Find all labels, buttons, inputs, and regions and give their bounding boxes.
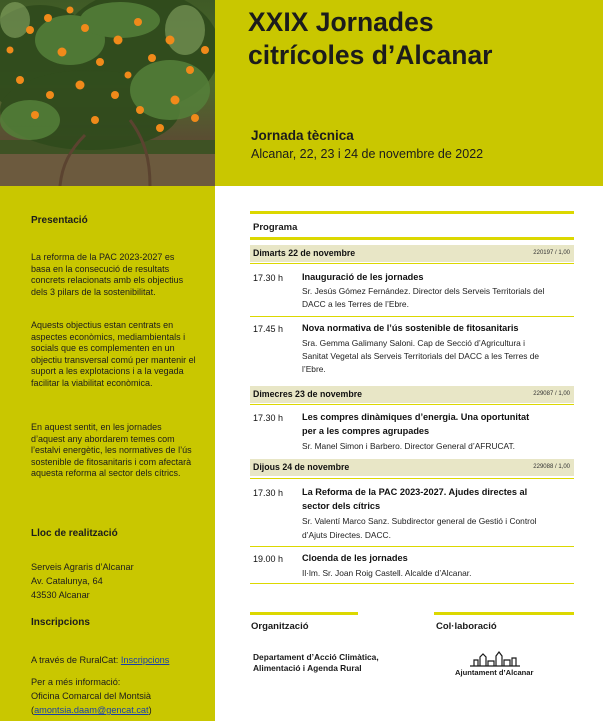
presentacio-heading: Presentació bbox=[31, 215, 88, 226]
header-banner bbox=[215, 0, 603, 186]
title-line-2: citrícoles d’Alcanar bbox=[248, 40, 493, 70]
organitzacio-name bbox=[253, 652, 379, 674]
inscripcions-heading: Inscripcions bbox=[31, 617, 90, 628]
title-line-1: XXIX Jornades bbox=[248, 7, 434, 37]
event-desc: Sr. Manel Simon i Barbero. Director General d’AFRUCAT. bbox=[302, 441, 516, 451]
info-email-line: (amontsia.daam@gencat.cat) bbox=[31, 705, 152, 715]
activity-code: 229087 / 1,00 bbox=[533, 391, 570, 397]
divider bbox=[250, 316, 574, 317]
event-title: Nova normativa de l’ús sostenible de fitosanitaris bbox=[302, 323, 519, 333]
program-top-rule bbox=[250, 211, 574, 214]
program-heading-rule bbox=[250, 237, 574, 240]
ajuntament-name: Ajuntament d’Alcanar bbox=[455, 668, 534, 677]
day-label: Dimarts 22 de novembre bbox=[253, 248, 356, 258]
organitzacio-rule bbox=[250, 612, 358, 615]
inscripcions-prefix: A través de RuralCat: bbox=[31, 655, 121, 665]
divider bbox=[250, 583, 574, 584]
event-time: 17.30 h bbox=[253, 488, 284, 498]
info-line-2: Oficina Comarcal del Montsià bbox=[31, 691, 151, 701]
activity-code: 220197 / 1,00 bbox=[533, 250, 570, 256]
presentacio-paragraph-1: La reforma de la PAC 2023-2027 es basa en la consecució de resultats concrets relacionats amb els objectius dels 3 pilars de la sostenibilitat. bbox=[31, 252, 184, 297]
lloc-heading: Lloc de realització bbox=[31, 528, 118, 539]
presentacio-paragraph-2: Aquests objectius estan centrats en aspectes econòmics, mediambientals i socials que es complementen en un objectiu transversal comú per mantenir el suport a les explotacions i a la vegada facilitar la viabilitat econòmica. bbox=[31, 320, 196, 388]
divider bbox=[250, 404, 574, 405]
event-desc: Il·lm. Sr. Joan Roig Castell. Alcalde d’Alcanar. bbox=[302, 568, 472, 578]
event-desc: Sr. Jesús Gómez Fernández. Director dels Serveis Territorials del bbox=[302, 286, 545, 296]
event-title: Inauguració de les jornades bbox=[302, 272, 424, 282]
info-email-link[interactable]: amontsia.daam@gencat.cat bbox=[34, 705, 149, 715]
event-desc: l’Ebre. bbox=[302, 364, 326, 374]
subtitle: Jornada tècnica bbox=[251, 128, 354, 143]
event-desc: Sr. Valentí Marco Sanz. Subdirector general de Gestió i Control bbox=[302, 516, 537, 526]
event-title: sector dels cítrics bbox=[302, 501, 381, 511]
collaboracio-rule bbox=[434, 612, 574, 615]
day-band bbox=[250, 459, 574, 476]
day-band bbox=[250, 386, 574, 403]
presentacio-paragraph-3: En aquest sentit, en les jornades d’aquest any abordarem temes com l’estalvi energètic, les normatives de l’ús sostenible de fitosanitaris i com afectarà aquesta reforma al sector dels cítrics. bbox=[31, 422, 192, 479]
lloc-line-3: 43530 Alcanar bbox=[31, 590, 90, 600]
lloc-line-1: Serveis Agraris d’Alcanar bbox=[31, 562, 134, 572]
program-heading: Programa bbox=[253, 222, 298, 233]
event-time: 17.30 h bbox=[253, 273, 284, 283]
collaboracio-heading: Col·laboració bbox=[436, 621, 497, 632]
event-title: Cloenda de les jornades bbox=[302, 553, 408, 563]
event-title: Les compres dinàmiques d’energia. Una oportunitat bbox=[302, 412, 530, 422]
info-line-1: Per a més informació: bbox=[31, 677, 121, 687]
inscripcions-line bbox=[31, 655, 169, 665]
ajuntament-logo bbox=[468, 650, 522, 668]
divider bbox=[250, 478, 574, 479]
event-desc: Sanitat Vegetal als Serveis Territorials del DACC a les Terres de bbox=[302, 351, 540, 361]
day-label: Dijous 24 de novembre bbox=[253, 462, 350, 472]
org-line-1: Departament d’Acció Climàtica, bbox=[253, 652, 379, 662]
org-line-2: Alimentació i Agenda Rural bbox=[253, 663, 362, 673]
inscripcions-link[interactable]: Inscripcions bbox=[120, 655, 170, 665]
divider bbox=[250, 546, 574, 547]
page-title bbox=[248, 6, 493, 72]
lloc-line-2: Av. Catalunya, 64 bbox=[31, 576, 103, 586]
event-time: 17.45 h bbox=[253, 324, 284, 334]
activity-code: 229088 / 1,00 bbox=[533, 464, 570, 470]
orange-tree-photo bbox=[0, 0, 215, 186]
event-title: La Reforma de la PAC 2023-2027. Ajudes directes al bbox=[302, 487, 528, 497]
event-desc: Sra. Gemma Galimany Saloni. Cap de Secció d’Agricultura i bbox=[302, 338, 525, 348]
event-desc: d’Ajuts Directes. DACC. bbox=[302, 530, 391, 540]
day-label: Dimecres 23 de novembre bbox=[253, 389, 363, 399]
event-time: 17.30 h bbox=[253, 413, 284, 423]
event-time: 19.00 h bbox=[253, 554, 284, 564]
organitzacio-heading: Organització bbox=[251, 621, 309, 632]
event-title: per a les compres agrupades bbox=[302, 426, 430, 436]
date-place: Alcanar, 22, 23 i 24 de novembre de 2022 bbox=[251, 147, 484, 161]
event-desc: DACC a les Terres de l’Ebre. bbox=[302, 299, 409, 309]
orange-tree-illustration bbox=[0, 0, 215, 186]
day-band bbox=[250, 245, 574, 262]
divider bbox=[250, 263, 574, 264]
